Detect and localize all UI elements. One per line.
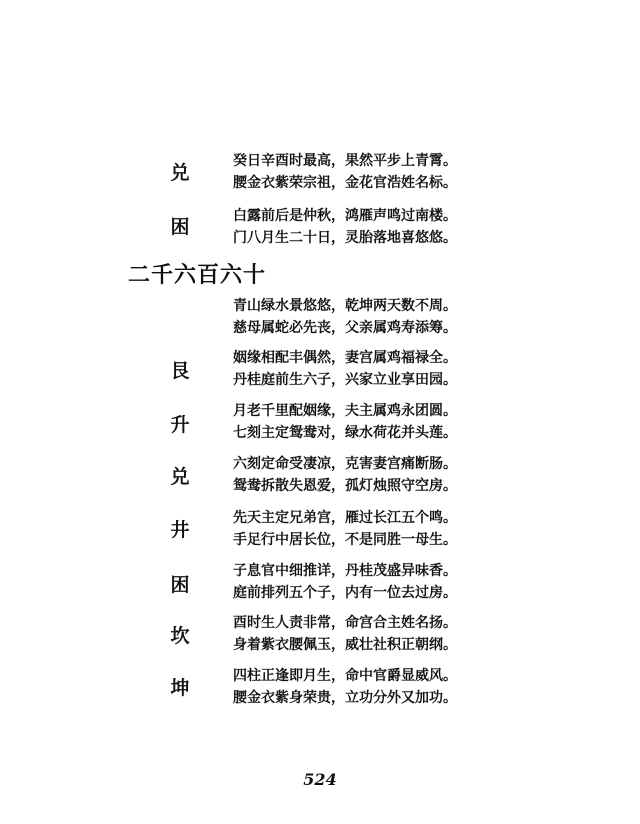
verse-line: 酉时生人责非常，命宫合主姓名扬。 (233, 615, 457, 631)
verse-line: 腰金衣紫身荣贵，立功分外又加功。 (233, 690, 457, 706)
hexagram-label: 兑 (170, 466, 190, 488)
verse-line: 先天主定兄弟宫，雁过长江五个鸣。 (233, 510, 457, 526)
hexagram-label: 坤 (170, 677, 190, 699)
hexagram-label: 兑 (170, 162, 190, 184)
verse-line: 门八月生二十日，灵胎落地喜悠悠。 (233, 230, 457, 246)
verse-block (233, 665, 457, 709)
verse-block (233, 205, 457, 249)
hexagram-label: 升 (170, 414, 190, 436)
section-heading: 二千六百六十 (128, 262, 267, 288)
verse-line: 丹桂庭前生六子，兴家立业享田园。 (233, 372, 457, 388)
verse-line: 庭前排列五个子，内有一位去过房。 (233, 585, 457, 601)
verse-line: 白露前后是仲秋，鸿雁声鸣过南楼。 (233, 208, 457, 224)
verse-line: 癸日辛酉时最高，果然平步上青霄。 (233, 153, 457, 169)
verse-line: 青山绿水景悠悠，乾坤两天数不周。 (233, 298, 457, 314)
verse-line: 慈母属蛇必先丧，父亲属鸡寿添筹。 (233, 320, 457, 336)
verse-line: 手足行中居长位，不是同胜一母生。 (233, 532, 457, 548)
verse-line: 姻缘相配丰偶然，妻宫属鸡福禄全。 (233, 350, 457, 366)
hexagram-label: 困 (170, 216, 190, 238)
verse-block (233, 150, 457, 194)
verse-line: 月老千里配姻缘，夫主属鸡永团圆。 (233, 403, 457, 419)
verse-block (233, 560, 457, 604)
verse-line: 六刻定命受凄凉，克害妻宫痛断肠。 (233, 456, 457, 472)
hexagram-label: 井 (170, 519, 190, 541)
verse-block (233, 400, 457, 444)
verse-line: 子息官中细推详，丹桂茂盛异味香。 (233, 563, 457, 579)
verse-line: 身着紫衣腰佩玉，威壮社积正朝纲。 (233, 637, 457, 653)
verse-block (233, 295, 457, 339)
page-number: 524 (303, 770, 337, 789)
hexagram-label: 艮 (170, 360, 190, 382)
verse-line: 四柱正逢即月生，命中官爵显威风。 (233, 668, 457, 684)
hexagram-label: 坎 (170, 625, 190, 647)
verse-block (233, 507, 457, 551)
verse-line: 鸳鸯拆散失恩爱，孤灯烛照守空房。 (233, 478, 457, 494)
verse-line: 七刻主定鸳鸯对，绿水荷花并头莲。 (233, 425, 457, 441)
verse-block (233, 453, 457, 497)
hexagram-label: 困 (170, 574, 190, 596)
verse-block (233, 347, 457, 391)
verse-line: 腰金衣紫荣宗祖，金花官浩姓名标。 (233, 175, 457, 191)
verse-block (233, 612, 457, 656)
